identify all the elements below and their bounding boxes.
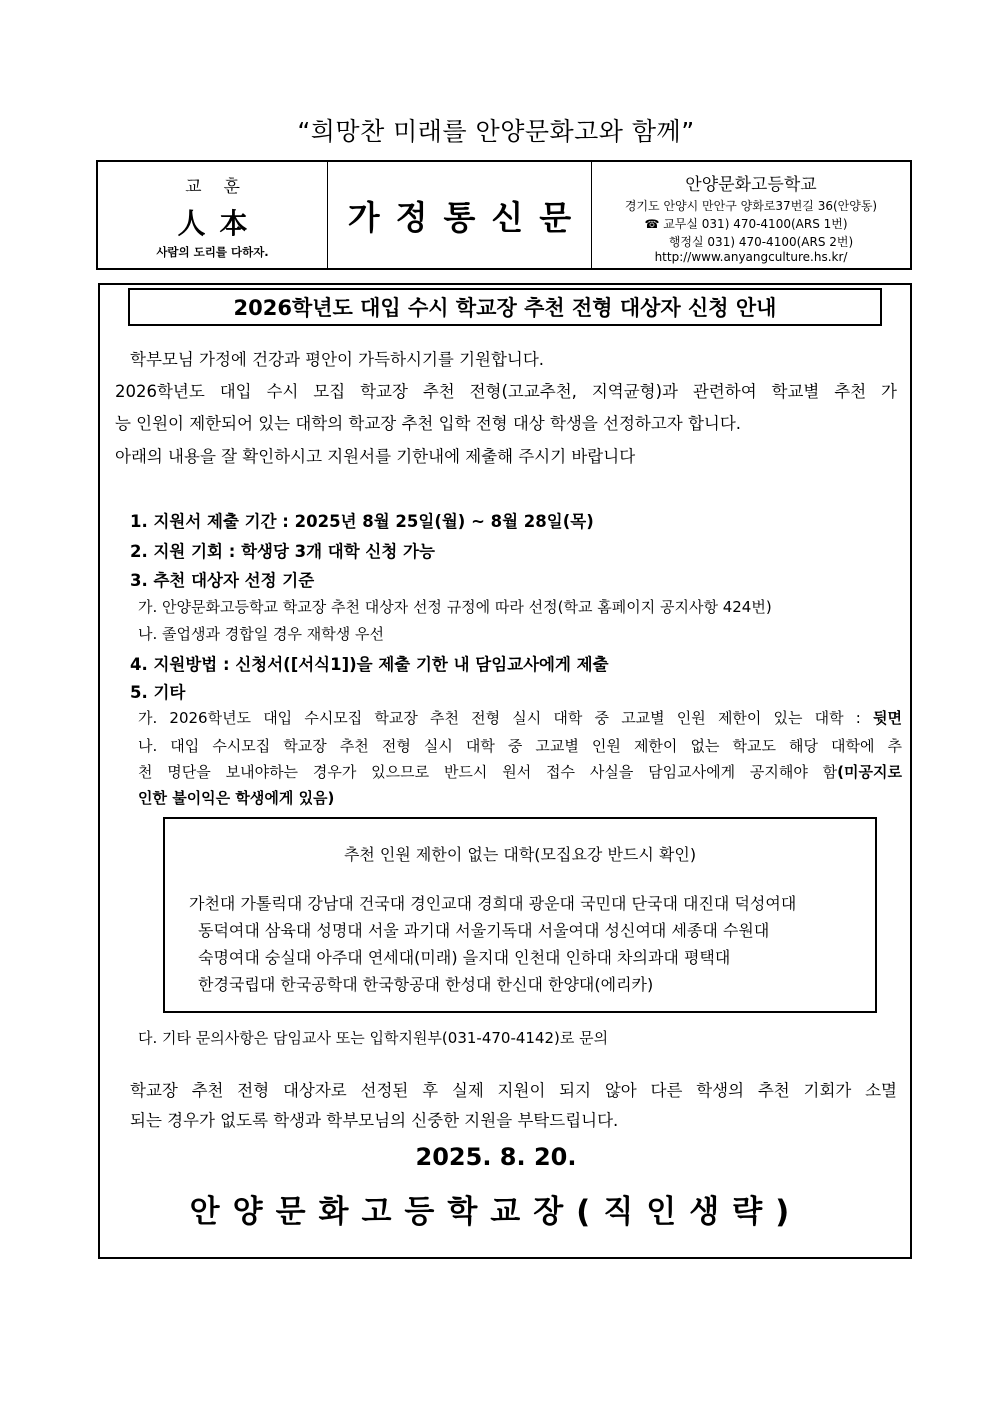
item-3-criteria: 3. 추천 대상자 선정 기준: [130, 571, 315, 590]
item-5b-line-1: 나. 대입 수시모집 학교장 추천 전형 실시 대학 중 고교별 인원 제한이 없는 학교도 해당 대학에 추: [138, 737, 902, 755]
intro-line-1: 학부모님 가정에 건강과 평안이 가득하시기를 기원합니다.: [130, 350, 545, 369]
university-list-line-3: 숙명여대 숭실대 아주대 연세대(미래) 을지대 인천대 인하대 차의과대 평택대: [198, 948, 731, 967]
university-list-line-1: 가천대 가톨릭대 강남대 건국대 경인교대 경희대 광운대 국민대 단국대 대진대 덕성여대: [189, 894, 797, 913]
item-5a-back-page: 뒷면: [873, 709, 902, 727]
item-5a: [138, 707, 902, 728]
school-name: 안양문화고등학교: [685, 175, 817, 195]
university-list-box: [163, 817, 877, 1013]
item-1-period: 1. 지원서 제출 기간 : 2025년 8월 25일(월) ~ 8월 28일(목): [130, 512, 594, 531]
item-3a: 가. 안양문화고등학교 학교장 추천 대상자 선정 규정에 따라 선정(학교 홈페이지 공지사항 424번): [138, 598, 772, 616]
closing-line-2: 되는 경우가 없도록 학생과 학부모님의 신중한 지원을 부탁드립니다.: [130, 1111, 619, 1130]
motto-label: 교훈: [185, 177, 262, 197]
notice-title: 2026학년도 대입 수시 학교장 추천 전형 대상자 신청 안내: [128, 288, 882, 326]
doc-type-title: 가정통신문: [347, 197, 588, 237]
university-list-line-2: 동덕여대 삼육대 성명대 서울 과기대 서울기독대 서울여대 성신여대 세종대 수원대: [198, 921, 770, 940]
item-5b-line-2-bold: (미공지로: [837, 763, 902, 781]
signer: 안양문화고등학교장(직인생략): [189, 1194, 803, 1230]
phone-admin: 행정실 031) 470-4100(ARS 2번): [668, 235, 854, 249]
intro-line-4: 아래의 내용을 잘 확인하시고 지원서를 기한내에 제출해 주시기 바랍니다: [115, 447, 636, 466]
item-3b: 나. 졸업생과 경합일 경우 재학생 우선: [138, 625, 384, 643]
item-5b-line-2-text: 천 명단을 보내야하는 경우가 있으므로 반드시 원서 접수 사실을 담임교사에게 공지해야 함: [138, 763, 838, 781]
item-5c: 다. 기타 문의사항은 담임교사 또는 입학지원부(031-470-4142)로 문의: [138, 1029, 609, 1047]
doc-type-cell: [328, 162, 592, 268]
item-5b-line-3: 인한 불이익은 학생에게 있음): [138, 789, 335, 807]
intro-line-2: 2026학년도 대입 수시 모집 학교장 추천 전형(고교추천, 지역균형)과 관련하여 학교별 추천 가: [115, 382, 897, 401]
phone-teacher: ☎ 교무실 031) 470-4100(ARS 1번): [644, 217, 848, 231]
school-address: 경기도 안양시 만안구 양화로37번길 36(안양동): [624, 199, 878, 213]
university-list-title: 추천 인원 제한이 없는 대학(모집요강 반드시 확인): [343, 845, 697, 864]
item-5b-line-2: [138, 761, 902, 782]
item-4-method: 4. 지원방법 : 신청서([서식1])을 제출 기한 내 담임교사에게 제출: [130, 655, 609, 674]
item-2-opportunity: 2. 지원 기회 : 학생당 3개 대학 신청 가능: [130, 542, 435, 561]
item-5a-text: 가. 2026학년도 대입 수시모집 학교장 추천 전형 실시 대학 중 고교별 인원 제한이 있는 대학 :: [138, 709, 874, 727]
issue-date: 2025. 8. 20.: [415, 1143, 577, 1171]
university-list-line-4: 한경국립대 한국공학대 한국항공대 한성대 한신대 한양대(에리카): [198, 975, 654, 994]
slogan: “희망찬 미래를 안양문화고와 함께”: [297, 117, 695, 146]
school-website[interactable]: http://www.anyangculture.hs.kr/: [654, 250, 848, 264]
closing-line-1: 학교장 추천 전형 대상자로 선정된 후 실제 지원이 되지 않아 다른 학생의 추천 기회가 소멸: [130, 1081, 897, 1100]
item-5-other: 5. 기타: [130, 683, 186, 702]
intro-line-3: 능 인원이 제한되어 있는 대학의 학교장 추천 입학 전형 대상 학생을 선정하고자 합니다.: [115, 414, 742, 433]
motto: 人本: [177, 207, 262, 240]
school-info-cell: [592, 162, 910, 268]
header-table: [96, 160, 912, 270]
motto-subtitle: 사람의 도리를 다하자.: [156, 245, 269, 259]
motto-cell: [98, 162, 328, 268]
